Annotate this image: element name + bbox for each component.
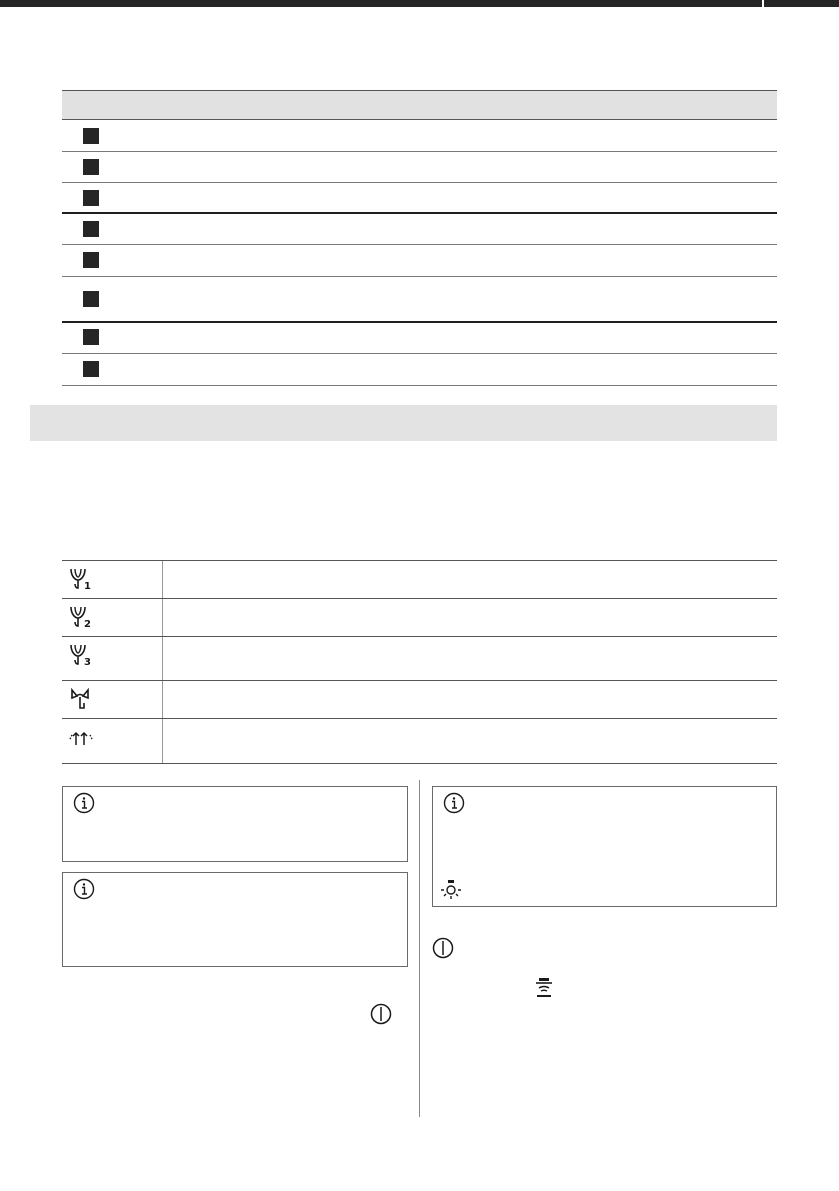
svg-text:3: 3 [84,657,91,667]
hob2hood-icon [534,977,554,999]
table-row [62,599,777,637]
fan-speed-2-icon [68,605,94,629]
table-row [62,323,777,354]
power-icon [370,1003,392,1025]
table-row [62,120,777,152]
info-icon [73,792,95,814]
info-note [432,786,777,907]
table-row [62,637,777,681]
svg-text:2: 2 [84,619,91,629]
table-row [62,719,777,764]
svg-text:1: 1 [84,581,91,591]
section-heading-band [30,405,777,441]
table-row [62,681,777,719]
table-row [62,561,777,599]
fan-speed-table [62,560,777,764]
fan-speed-1-icon [68,567,94,591]
table-row [62,245,777,277]
info-note [62,872,408,967]
power-icon [432,937,454,959]
info-icon [443,792,465,814]
top-bar-marker [762,0,764,9]
sensor-field-square [83,252,99,268]
table-row [62,183,777,214]
light-icon [440,879,462,901]
fan-boost-icon [68,687,94,711]
info-note [62,786,408,862]
top-bar [0,0,839,7]
sensor-field-square [83,329,99,345]
fan-speed-3-icon [68,643,94,667]
table-row [62,214,777,245]
sensor-field-square [83,221,99,237]
table-row [62,277,777,323]
sensor-field-square [83,159,99,175]
table-row [62,152,777,183]
sensor-field-square [83,291,99,307]
controls-table-header [62,90,777,120]
sensor-field-square [83,190,99,206]
info-icon [73,878,95,900]
sensor-field-square [83,128,99,144]
controls-table [62,90,777,386]
column-divider [419,780,420,1117]
sensor-field-square [83,361,99,377]
table-row [62,354,777,386]
breeze-icon [68,725,94,749]
